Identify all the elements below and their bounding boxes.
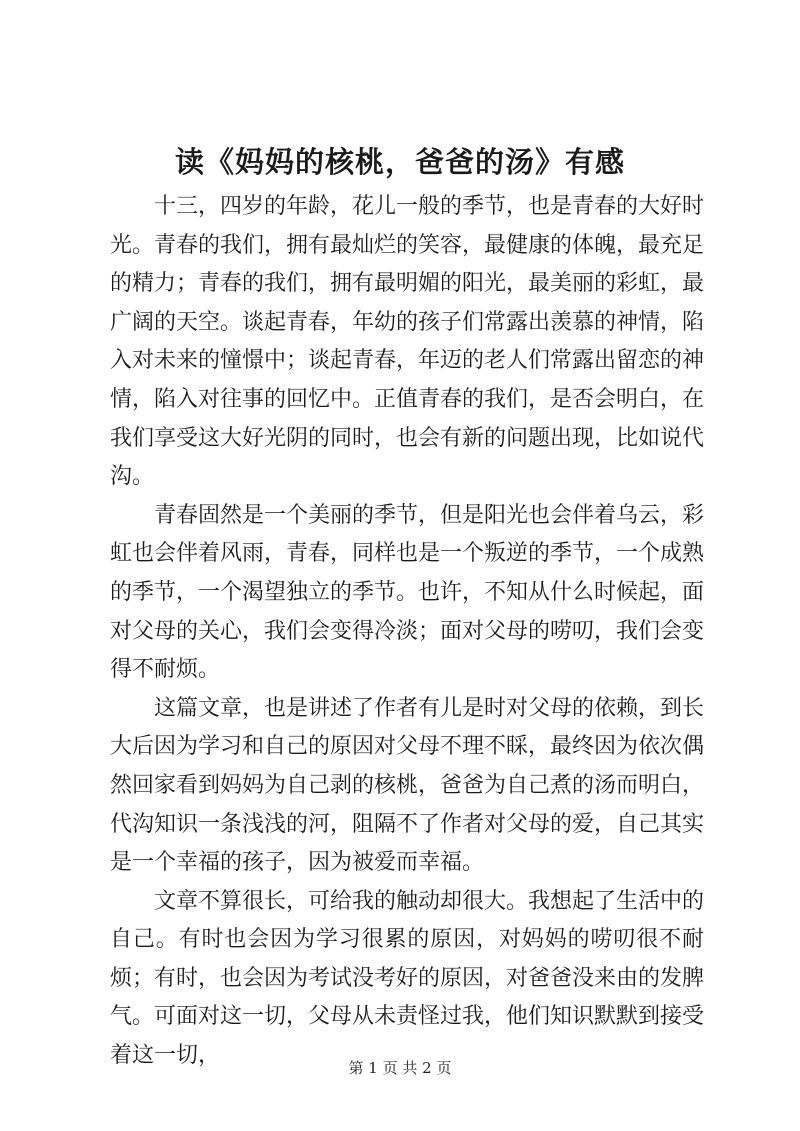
paragraph-4: 文章不算很长，可给我的触动却很大。我想起了生活中的自己。有时也会因为学习很累的原因，对妈妈的唠叨很不耐烦；有时，也会因为考试没考好的原因，对爸爸没来由的发脾气。可面对这一切，父母从未责怪过我，他们知识默默到接受着这一切， [110, 888, 705, 1069]
document-body [110, 188, 704, 1076]
paragraph-3: 这篇文章，也是讲述了作者有儿是时对父母的依赖，到长大后因为学习和自己的原因对父母不理不睬，最终因为依次偶然回家看到妈妈为自己剥的核桃，爸爸为自己煮的汤而明白，代沟知识一条浅浅的河，阻隔不了作者对父母的爱，自己其实是一个幸福的孩子，因为被爱而幸福。 [110, 695, 705, 876]
page-number-footer: 第 1 页 共 2 页 [348, 1059, 452, 1077]
paragraph-1: 十三，四岁的年龄，花儿一般的季节，也是青春的大好时光。青春的我们，拥有最灿烂的笑容，最健康的体魄，最充足的精力；青春的我们，拥有最明媚的阳光，最美丽的彩虹，最广阔的天空。谈起青春，年幼的孩子们常露出羡慕的神情，陷入对未来的憧憬中；谈起青春，年迈的老人们常露出留恋的神情，陷入对往事的回忆中。正值青春的我们，是否会明白，在我们享受这大好光阴的同时，也会有新的问题出现，比如说代沟。 [110, 194, 705, 490]
paragraph-2: 青春固然是一个美丽的季节，但是阳光也会伴着乌云，彩虹也会伴着风雨，青春，同样也是一个叛逆的季节，一个成熟的季节，一个渴望独立的季节。也许，不知从什么时候起，面对父母的关心，我们会变得冷淡；面对父母的唠叨，我们会变得不耐烦。 [110, 502, 705, 683]
document-title: 读《妈妈的核桃，爸爸的汤》有感 [174, 145, 625, 179]
